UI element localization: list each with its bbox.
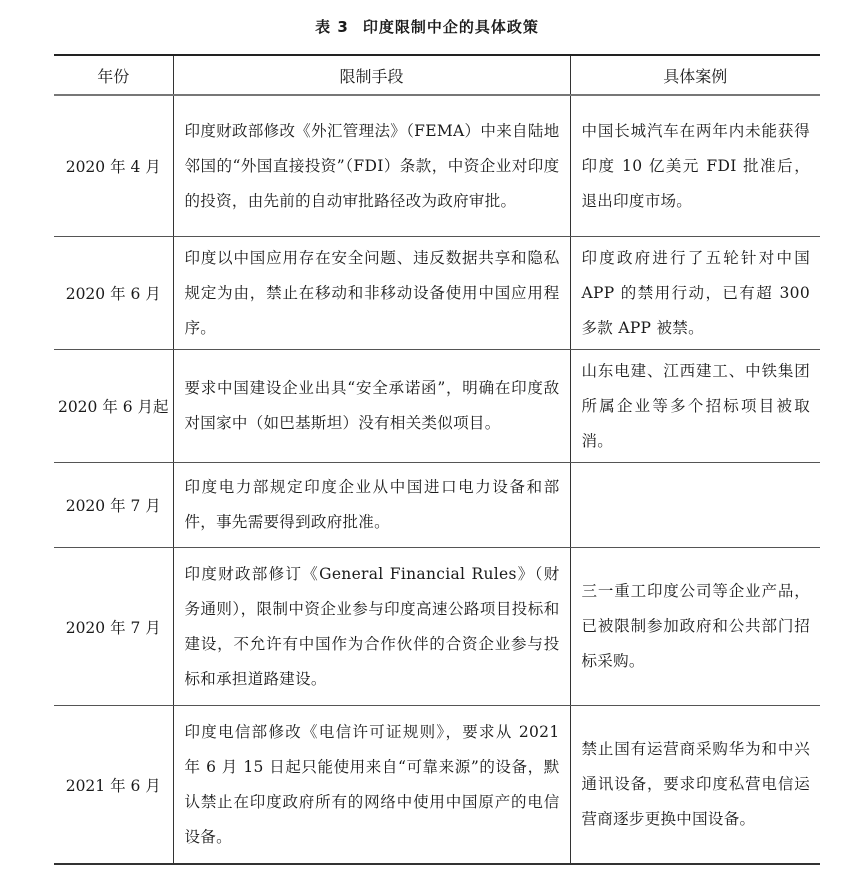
cell-case: 印度政府进行了五轮针对中国 APP 的禁用行动，已有超 300 多款 APP 被禁。 [570, 237, 820, 350]
header-row [54, 55, 820, 95]
cell-year: 2020 年 6 月 [54, 237, 173, 350]
table-caption [0, 16, 854, 37]
cell-case: 山东电建、江西建工、中铁集团所属企业等多个招标项目被取消。 [570, 350, 820, 463]
cell-year: 2020 年 7 月 [54, 548, 173, 706]
policy-table [54, 54, 820, 865]
cell-means: 印度财政部修改《外汇管理法》（FEMA）中来自陆地邻国的“外国直接投资”（FDI）条款，中资企业对印度的投资，由先前的自动审批路径改为政府审批。 [173, 95, 570, 237]
cell-case: 中国长城汽车在两年内未能获得印度 10 亿美元 FDI 批准后，退出印度市场。 [570, 95, 820, 237]
cell-year: 2020 年 6 月起 [54, 350, 173, 463]
cell-means: 印度电信部修改《电信许可证规则》，要求从 2021 年 6 月 15 日起只能使用来自“可靠来源”的设备，默认禁止在印度政府所有的网络中使用中国原产的电信设备。 [173, 706, 570, 865]
cell-means: 印度财政部修订《General Financial Rules》（财务通则），限制中资企业参与印度高速公路项目投标和建设，不允许有中国作为合作伙伴的合资企业参与投标和承担道路建设。 [173, 548, 570, 706]
header-year: 年份 [54, 55, 173, 95]
cell-year: 2020 年 7 月 [54, 463, 173, 548]
table-row [54, 548, 820, 706]
cell-case [570, 463, 820, 548]
table-number: 表 3 [315, 18, 349, 36]
table-row [54, 463, 820, 548]
cell-case: 禁止国有运营商采购华为和中兴通讯设备，要求印度私营电信运营商逐步更换中国设备。 [570, 706, 820, 865]
cell-means: 印度电力部规定印度企业从中国进口电力设备和部件，事先需要得到政府批准。 [173, 463, 570, 548]
cell-means: 要求中国建设企业出具“安全承诺函”，明确在印度敌对国家中（如巴基斯坦）没有相关类似项目。 [173, 350, 570, 463]
cell-year: 2021 年 6 月 [54, 706, 173, 865]
cell-means: 印度以中国应用存在安全问题、违反数据共享和隐私规定为由，禁止在移动和非移动设备使用中国应用程序。 [173, 237, 570, 350]
table-row [54, 237, 820, 350]
table-row [54, 706, 820, 865]
table-row [54, 350, 820, 463]
header-case: 具体案例 [570, 55, 820, 95]
header-means: 限制手段 [173, 55, 570, 95]
cell-case: 三一重工印度公司等企业产品，已被限制参加政府和公共部门招标采购。 [570, 548, 820, 706]
cell-year: 2020 年 4 月 [54, 95, 173, 237]
table-row [54, 95, 820, 237]
table-title: 印度限制中企的具体政策 [362, 18, 539, 36]
